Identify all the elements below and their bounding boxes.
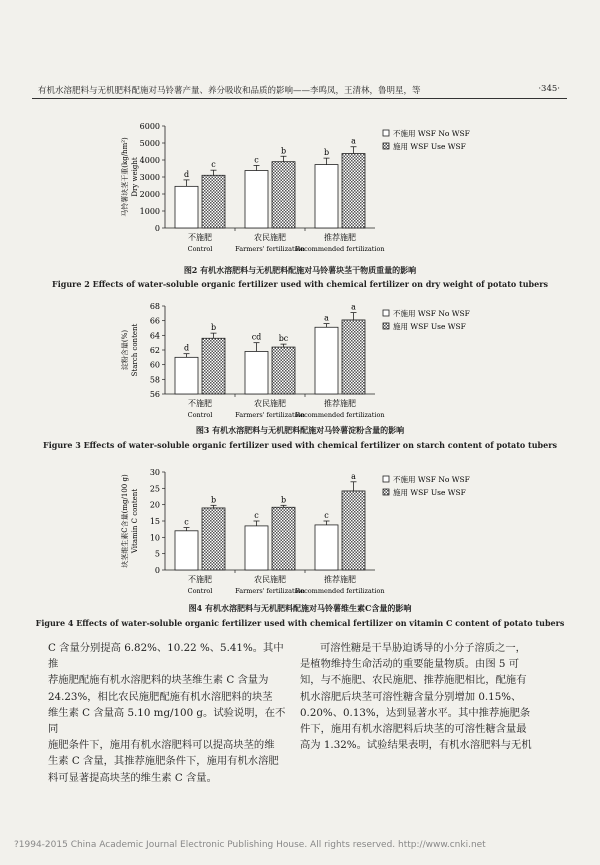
bar-no-wsf <box>175 357 198 394</box>
bar-use-wsf <box>202 338 225 394</box>
body-line: 24.23%，相比农民施肥配施有机水溶肥料的块茎 <box>48 690 273 703</box>
legend-label-use-wsf: 施用 WSF Use WSF <box>393 142 466 151</box>
y-axis-label-en: Starch content <box>131 323 139 377</box>
body-line: 荐施肥配施有机水溶肥料的块茎维生素 C 含量为 <box>48 674 269 687</box>
bar-use-wsf <box>272 162 295 228</box>
significance-letter: c <box>254 155 259 165</box>
body-line: 是植物维持生命活动的重要能量物质。由图 5 可 <box>300 658 520 671</box>
category-label-en: Recommended fertilization <box>295 245 385 253</box>
legend-swatch-no-wsf <box>383 310 389 316</box>
significance-letter: c <box>324 511 329 520</box>
body-line: 料可显著提高块茎的维生素 C 含量。 <box>48 771 217 784</box>
significance-letter: c <box>211 160 216 170</box>
significance-letter: d <box>183 343 190 353</box>
category-label: 不施肥 <box>188 575 212 584</box>
significance-letter: cd <box>251 332 262 342</box>
bar-no-wsf <box>245 351 268 394</box>
category-label-en: Recommended fertilization <box>295 587 385 595</box>
category-label-en: Farmers' fertilization <box>235 245 305 253</box>
y-tick-label: 4000 <box>139 156 160 165</box>
bar-use-wsf <box>342 320 365 394</box>
significance-letter: a <box>351 136 356 146</box>
category-label: 推荐施肥 <box>324 233 356 242</box>
figure-2-chart <box>0 118 600 258</box>
bar-no-wsf <box>175 531 198 570</box>
y-tick-label: 60 <box>149 360 160 370</box>
bar-use-wsf <box>342 154 365 228</box>
bar-no-wsf <box>315 525 338 570</box>
bar-use-wsf <box>202 508 225 570</box>
figure-3-chart <box>0 298 600 424</box>
legend-swatch-use-wsf <box>383 143 389 149</box>
y-tick-label: 58 <box>149 375 160 385</box>
y-tick-label: 0 <box>154 566 160 575</box>
y-axis-label: 马铃薯块茎干重(kg/hm²) <box>121 137 129 217</box>
bar-no-wsf <box>245 171 268 228</box>
bar-use-wsf <box>202 175 225 228</box>
figure-4-caption-en: Figure 4 Effects of water-soluble organic fertilizer used with chemical fertilizer on vitamin C content of potato tubers <box>35 618 565 628</box>
running-header <box>38 84 560 96</box>
bar-no-wsf <box>315 327 338 394</box>
figure-2-caption-en: Figure 2 Effects of water-soluble organic fertilizer used with chemical fertilizer on dry weight of potato tubers <box>52 279 548 289</box>
category-label-en: Control <box>187 245 213 253</box>
bar-no-wsf <box>175 186 198 228</box>
copyright-footer: ?1994-2015 China Academic Journal Electronic Publishing House. All rights reserved. http://www.cnki.net <box>14 840 486 850</box>
running-title: 有机水溶肥料与无机肥料配施对马铃薯产量、养分吸收和品质的影响——李鸣凤，王清林，鲁明星，等 <box>38 86 421 96</box>
y-tick-label: 0 <box>154 224 160 233</box>
y-tick-label: 2000 <box>139 190 160 199</box>
significance-letter: b <box>210 323 217 333</box>
significance-letter: a <box>324 313 329 323</box>
y-tick-label: 1000 <box>139 207 160 216</box>
significance-letter: d <box>183 169 190 179</box>
legend-swatch-no-wsf <box>383 476 389 482</box>
legend-swatch-use-wsf <box>383 489 389 495</box>
y-tick-label: 5000 <box>139 139 160 148</box>
significance-letter: bc <box>278 334 289 344</box>
body-line: 机水溶肥后块茎可溶性糖含量分别增加 0.15%、 <box>300 690 522 703</box>
body-line: 生素 C 含量，其推荐施肥条件下，施用有机水溶肥 <box>48 755 279 768</box>
body-line: 件下，施用有机水溶肥料后块茎的可溶性糖含量最 <box>300 723 527 736</box>
bar-use-wsf <box>342 491 365 570</box>
category-label: 农民施肥 <box>254 233 286 242</box>
body-line: 可溶性糖是干旱胁迫诱导的小分子溶质之一， <box>320 642 526 654</box>
y-axis-label: 块茎维生素C含量(mg/100 g) <box>121 474 129 568</box>
y-tick-label: 20 <box>149 500 160 510</box>
significance-letter: b <box>280 495 287 505</box>
y-tick-label: 64 <box>149 331 160 341</box>
y-tick-label: 62 <box>149 346 160 355</box>
significance-letter: b <box>323 148 330 158</box>
figure-4-chart <box>0 466 600 598</box>
bar-no-wsf <box>245 526 268 570</box>
legend-label-use-wsf: 施用 WSF Use WSF <box>393 488 466 497</box>
bar-use-wsf <box>272 347 295 394</box>
significance-letter: b <box>280 146 287 156</box>
legend-label-no-wsf: 不施用 WSF No WSF <box>393 129 470 138</box>
body-left-column <box>48 640 286 786</box>
bar-no-wsf <box>315 165 338 228</box>
figure-3-caption-en: Figure 3 Effects of water-soluble organic fertilizer used with chemical fertilizer on starch content of potato tubers <box>43 440 557 450</box>
body-right-column <box>300 640 538 753</box>
category-label: 推荐施肥 <box>324 399 356 408</box>
category-label-en: Farmers' fertilization <box>235 411 305 419</box>
legend-swatch-use-wsf <box>383 323 389 329</box>
category-label: 农民施肥 <box>254 575 286 584</box>
body-line: 0.20%、0.13%，达到显著水平。其中推荐施肥条 <box>300 706 531 719</box>
y-tick-label: 5 <box>154 549 160 559</box>
body-line: 维生素 C 含量高 5.10 mg/100 g。试验说明，在不同 <box>48 706 286 736</box>
body-line: 知，与不施肥、农民施肥、推荐施肥相比，配施有 <box>300 674 527 687</box>
category-label-en: Recommended fertilization <box>295 411 385 419</box>
header-rule <box>32 98 567 99</box>
legend-swatch-no-wsf <box>383 130 389 136</box>
category-label: 推荐施肥 <box>324 575 356 584</box>
legend-label-no-wsf: 不施用 WSF No WSF <box>393 475 470 484</box>
body-line: C 含量分别提高 6.82%、10.22 %、5.41%。其中推 <box>48 642 284 671</box>
category-label-en: Control <box>187 587 213 595</box>
category-label: 不施肥 <box>188 399 212 408</box>
significance-letter: c <box>254 511 259 520</box>
bar-use-wsf <box>272 507 295 570</box>
y-tick-label: 25 <box>149 484 160 494</box>
y-tick-label: 10 <box>149 533 160 543</box>
y-tick-label: 3000 <box>139 173 160 182</box>
y-tick-label: 30 <box>149 468 160 477</box>
y-tick-label: 15 <box>149 517 160 526</box>
body-line: 高为 1.32%。试验结果表明，有机水溶肥料与无机 <box>300 739 532 752</box>
y-tick-label: 68 <box>149 302 160 311</box>
figure-4-caption-cn: 图4 有机水溶肥料与无机肥料配施对马铃薯维生素C含量的影响 <box>188 603 412 613</box>
y-tick-label: 6000 <box>139 122 160 131</box>
significance-letter: b <box>210 495 217 505</box>
figure-2-caption-cn: 图2 有机水溶肥料与无机肥料配施对马铃薯块茎干物质重量的影响 <box>183 265 417 275</box>
y-axis-label: 淀粉含量(%) <box>121 329 129 371</box>
figure-3-caption-cn: 图3 有机水溶肥料与无机肥料配施对马铃薯淀粉含量的影响 <box>195 425 405 435</box>
significance-letter: a <box>351 302 356 312</box>
page-number: ·345· <box>538 84 560 94</box>
y-tick-label: 66 <box>149 316 160 326</box>
category-label: 农民施肥 <box>254 399 286 408</box>
legend-label-use-wsf: 施用 WSF Use WSF <box>393 322 466 331</box>
significance-letter: c <box>184 517 189 527</box>
significance-letter: a <box>351 471 356 481</box>
y-tick-label: 56 <box>149 390 160 399</box>
body-line: 施肥条件下，施用有机水溶肥料可以提高块茎的维 <box>48 739 275 752</box>
category-label-en: Farmers' fertilization <box>235 587 305 595</box>
y-axis-label-en: Vitamin C content <box>131 488 139 554</box>
category-label: 不施肥 <box>188 233 212 242</box>
legend-label-no-wsf: 不施用 WSF No WSF <box>393 309 470 318</box>
category-label-en: Control <box>187 411 213 419</box>
y-axis-label-en: Dry weight <box>131 157 139 197</box>
